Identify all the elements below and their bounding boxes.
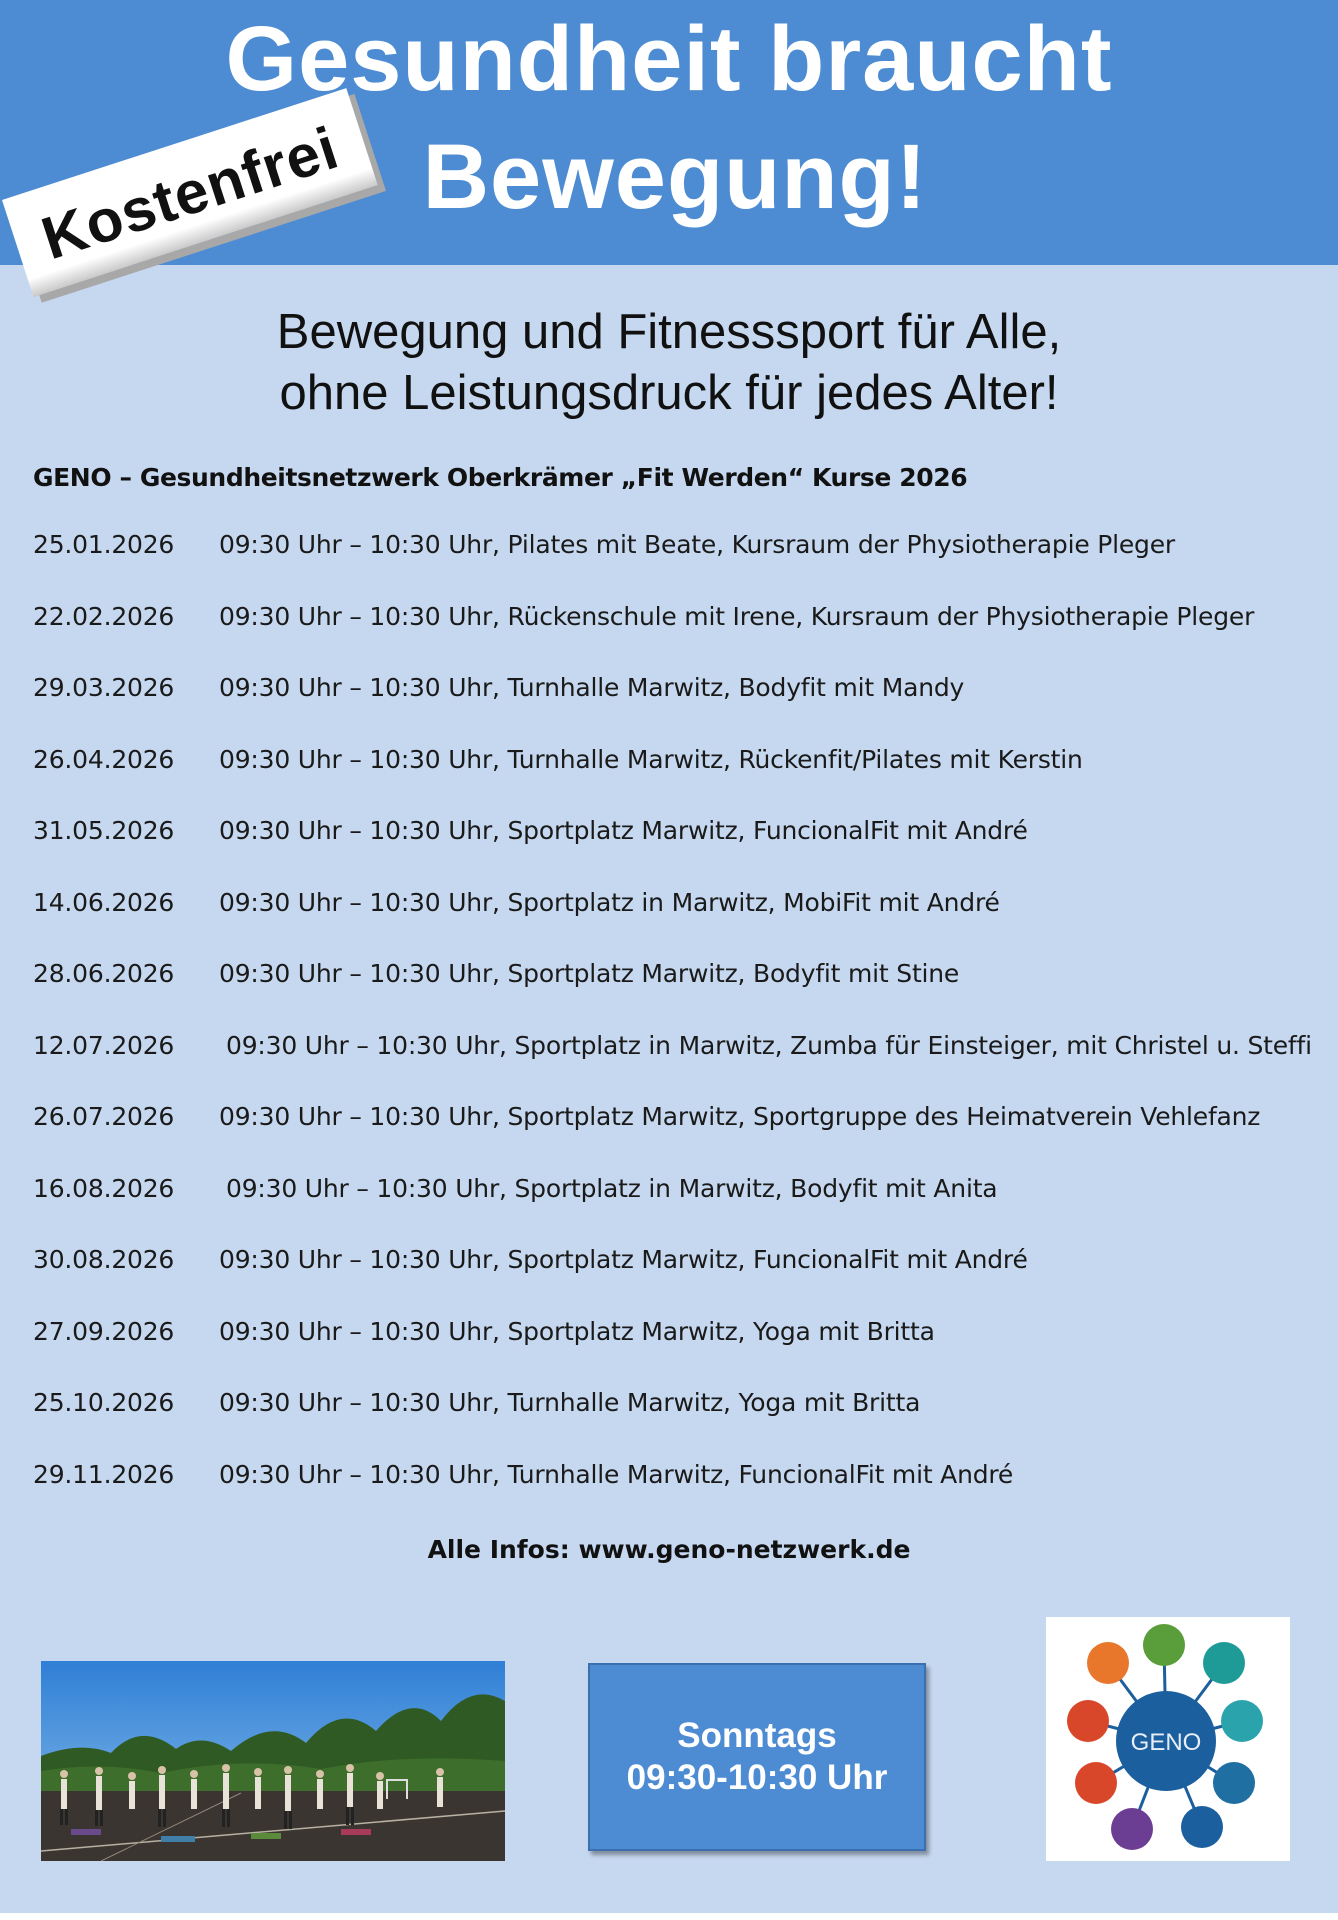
schedule-info: 09:30 Uhr – 10:30 Uhr, Sportplatz Marwitz, FuncionalFit mit André [219,816,1028,845]
schedule-info: 09:30 Uhr – 10:30 Uhr, Turnhalle Marwitz, Rückenfit/Pilates mit Kerstin [219,744,1083,774]
title-line-1: Gesundheit braucht [225,8,1113,110]
schedule-row [33,1245,1333,1317]
time-box-time: 09:30-10:30 Uhr [626,1758,888,1797]
schedule-date: 12.07.2026 [33,1030,175,1060]
schedule-row [33,1460,1333,1532]
schedule-date: 22.02.2026 [33,601,175,631]
schedule-row [33,745,1333,817]
schedule-date: 28.06.2026 [33,959,175,988]
schedule-info: 09:30 Uhr – 10:30 Uhr, Turnhalle Marwitz, Yoga mit Britta [219,1388,921,1417]
schedule-row [33,888,1333,960]
schedule-row [33,816,1333,888]
schedule-row [33,959,1333,1031]
schedule-info: 09:30 Uhr – 10:30 Uhr, Turnhalle Marwitz, Bodyfit mit Mandy [219,673,965,702]
schedule-info: 09:30 Uhr – 10:30 Uhr, Sportplatz Marwitz, Yoga mit Britta [219,1316,935,1346]
schedule-row [33,1102,1333,1174]
schedule-date: 26.04.2026 [33,744,175,774]
time-box-day: Sonntags [677,1716,837,1755]
schedule-row [33,602,1333,674]
schedule-info: 09:30 Uhr – 10:30 Uhr, Rückenschule mit Irene, Kursraum der Physiotherapie Pleger [219,601,1255,631]
schedule-info: 09:30 Uhr – 10:30 Uhr, Sportplatz in Marwitz, Bodyfit mit Anita [226,1173,998,1203]
schedule-list [33,530,1333,1531]
schedule-info: 09:30 Uhr – 10:30 Uhr, Sportplatz Marwitz, Bodyfit mit Stine [219,959,960,988]
schedule-info: 09:30 Uhr – 10:30 Uhr, Pilates mit Beate, Kursraum der Physiotherapie Pleger [219,530,1175,559]
outdoor-fitness-photo [41,1661,505,1861]
schedule-row [33,1174,1333,1246]
schedule-date: 30.08.2026 [33,1245,175,1274]
schedule-date: 14.06.2026 [33,887,175,917]
schedule-row [33,1031,1333,1103]
schedule-date: 27.09.2026 [33,1316,175,1346]
schedule-date: 26.07.2026 [33,1102,175,1131]
schedule-date: 16.08.2026 [33,1173,175,1203]
schedule-date: 25.10.2026 [33,1388,175,1417]
schedule-info: 09:30 Uhr – 10:30 Uhr, Sportplatz Marwitz, Sportgruppe des Heimatverein Vehlefanz [219,1102,1261,1131]
schedule-date: 25.01.2026 [33,530,175,559]
badge-label: Kostenfrei [33,113,347,272]
time-box [588,1663,926,1851]
course-title: GENO – Gesundheitsnetzwerk Oberkrämer „Fit Werden“ Kurse 2026 [33,463,968,492]
schedule-info: 09:30 Uhr – 10:30 Uhr, Sportplatz in Marwitz, MobiFit mit André [219,887,1000,917]
subtitle [0,302,1338,424]
schedule-row [33,673,1333,745]
schedule-row [33,1317,1333,1389]
subtitle-line-2: ohne Leistungsdruck für jedes Alter! [279,366,1059,420]
geno-network-logo-icon [1046,1617,1290,1861]
schedule-date: 29.11.2026 [33,1459,175,1489]
footer-info: Alle Infos: www.geno-netzwerk.de [427,1535,911,1564]
schedule-date: 29.03.2026 [33,673,175,702]
subtitle-line-1: Bewegung und Fitnesssport für Alle, [276,305,1062,359]
logo-text: GENO [1130,1729,1202,1756]
schedule-date: 31.05.2026 [33,816,175,845]
schedule-info: 09:30 Uhr – 10:30 Uhr, Turnhalle Marwitz, FuncionalFit mit André [219,1459,1014,1489]
geno-logo [1046,1617,1290,1861]
title-line-2: Bewegung! [422,126,928,228]
schedule-row [33,1388,1333,1460]
schedule-row [33,530,1333,602]
schedule-info: 09:30 Uhr – 10:30 Uhr, Sportplatz in Marwitz, Zumba für Einsteiger, mit Christel u. Steffi [226,1030,1312,1060]
schedule-info: 09:30 Uhr – 10:30 Uhr, Sportplatz Marwitz, FuncionalFit mit André [219,1245,1028,1274]
